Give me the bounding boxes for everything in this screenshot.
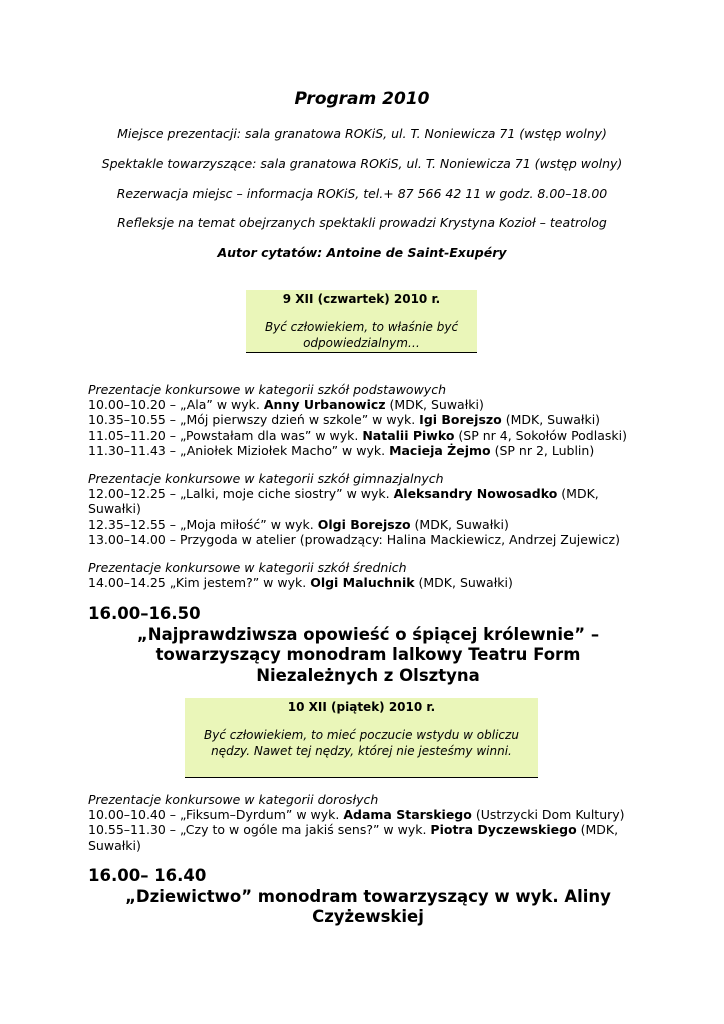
list-item: 12.35–12.55 – „Moja miłość” w wyk. Olgi Borejszo (MDK, Suwałki): [88, 516, 509, 532]
event2-title-line1: „Dziewictwo” monodram towarzyszący w wyk. Aliny: [125, 886, 611, 906]
program-title: Program 2010: [294, 89, 430, 109]
quotes-author-line: Autor cytatów: Antoine de Saint-Exupéry: [217, 245, 507, 260]
day2-quote-line2: nędzy. Nawet tej nędzy, której nie jesteśmy winni.: [211, 743, 512, 758]
list-item: 13.00–14.00 – Przygoda w atelier (prowadzący: Halina Mackiewicz, Andrzej Zujewicz): [88, 531, 620, 547]
gymnasium-category: Prezentacje konkursowe w kategorii szkół gimnazjalnych: [88, 471, 444, 486]
list-item: 11.30–11.43 – „Aniołek Miziołek Macho” w wyk. Macieja Żejmo (SP nr 2, Lublin): [88, 442, 595, 458]
list-item: 14.00–14.25 „Kim jestem?” w wyk. Olgi Maluchnik (MDK, Suwałki): [88, 575, 513, 591]
event2-time: 16.00– 16.40: [88, 866, 207, 885]
day1-quote-line2: odpowiedzialnym…: [303, 335, 420, 350]
venue-line: Miejsce prezentacji: sala granatowa ROKiS, ul. T. Noniewicza 71 (wstęp wolny): [117, 126, 607, 141]
adults-category: Prezentacje konkursowe w kategorii dorosłych: [88, 792, 379, 807]
event1-title-line2: towarzyszący monodram lalkowy Teatru Form: [155, 645, 581, 664]
accompanying-event-1: [88, 604, 648, 686]
list-item: 10.00–10.20 – „Ala” w wyk. Anny Urbanowicz (MDK, Suwałki): [88, 397, 484, 413]
list-item: 10.55–11.30 – „Czy to w ogóle ma jakiś sens?” w wyk. Piotra Dyczewskiego (MDK, Suwałki): [88, 822, 619, 853]
event1-title-line1: „Najprawdziwsza opowieść o śpiącej królewnie” –: [136, 624, 600, 644]
reflections-line: Refleksje na temat obejrzanych spektakli prowadzi Krystyna Kozioł – teatrolog: [117, 215, 607, 230]
accompanying-venue-line: Spektakle towarzyszące: sala granatowa ROKiS, ul. T. Noniewicza 71 (wstęp wolny): [101, 156, 623, 171]
event1-time: 16.00–16.50: [88, 604, 201, 623]
day2-quote-line1: Być człowiekiem, to mieć poczucie wstydu w obliczu: [204, 728, 519, 742]
day1-box: [246, 290, 477, 353]
list-item: 11.05–11.20 – „Powstałam dla was” w wyk. Natalii Piwko (SP nr 4, Sokołów Podlaski): [88, 427, 627, 443]
event1-title-line3: Niezależnych z Olsztyna: [256, 665, 480, 685]
secondary-schools-category: Prezentacje konkursowe w kategorii szkół średnich: [88, 560, 407, 575]
reservation-line: Rezerwacja miejsc – informacja ROKiS, tel.+ 87 566 42 11 w godz. 8.00–18.00: [116, 186, 608, 201]
list-item: 10.00–10.40 – „Fiksum–Dyrdum” w wyk. Adama Starskiego (Ustrzycki Dom Kultury): [88, 807, 625, 823]
primary-schools-category: Prezentacje konkursowe w kategorii szkół podstawowych: [88, 382, 446, 397]
secondary-schools-section: [88, 560, 648, 590]
accompanying-event-2: [88, 866, 648, 928]
gymnasium-section: [88, 471, 648, 547]
day1-date: 9 XII (czwartek) 2010 r.: [282, 292, 441, 306]
day1-quote-line1: Być człowiekiem, to właśnie być: [264, 320, 459, 334]
list-item: 10.35–10.55 – „Mój pierwszy dzień w szkole” w wyk. Igi Borejszo (MDK, Suwałki): [88, 412, 601, 428]
list-item: 12.00–12.25 – „Lalki, moje ciche siostry” w wyk. Aleksandry Nowosadko (MDK, Suwałki): [88, 486, 599, 517]
adults-section: [88, 792, 648, 853]
event2-title-line2: Czyżewskiej: [312, 907, 424, 926]
day2-date: 10 XII (piątek) 2010 r.: [287, 700, 436, 714]
primary-schools-section: [88, 382, 648, 458]
day2-box: [185, 698, 538, 778]
